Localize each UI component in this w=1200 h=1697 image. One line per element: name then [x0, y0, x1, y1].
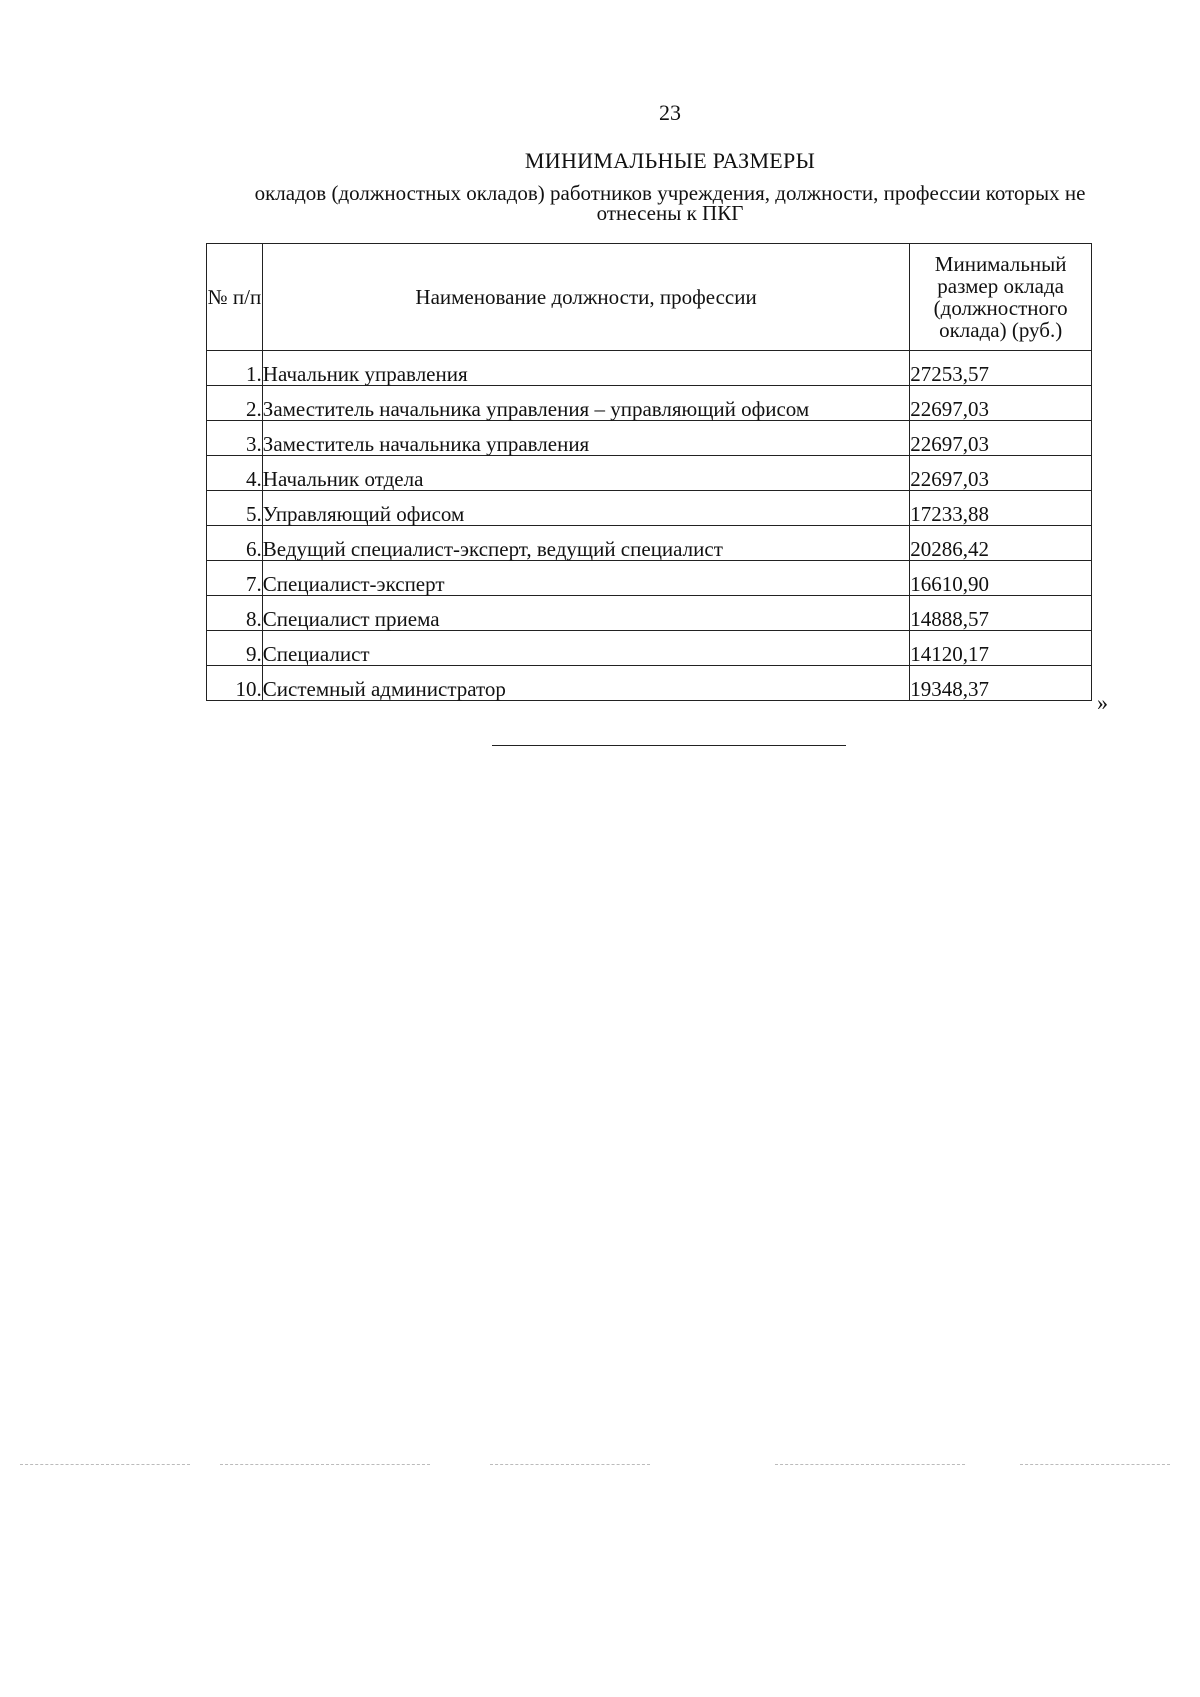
scan-artifact-line — [1020, 1464, 1170, 1465]
header-salary: Минимальный размер оклада (должностного оклада) (руб.) — [910, 244, 1092, 351]
table-row — [207, 561, 1092, 596]
row-position: Специалист-эксперт — [262, 561, 910, 596]
row-number: 2. — [207, 386, 263, 421]
row-number: 6. — [207, 526, 263, 561]
header-position: Наименование должности, профессии — [262, 244, 910, 351]
page-number: 23 — [659, 100, 681, 125]
scan-artifact-line — [775, 1464, 965, 1465]
end-rule — [492, 745, 846, 746]
row-number: 3. — [207, 421, 263, 456]
row-position: Начальник отдела — [262, 456, 910, 491]
row-salary: 14120,17 — [910, 631, 1092, 666]
table-row — [207, 456, 1092, 491]
row-salary: 22697,03 — [910, 456, 1092, 491]
scan-artifact-line — [220, 1464, 430, 1465]
salary-table — [206, 243, 1092, 701]
header-number: № п/п — [207, 244, 263, 351]
table-row — [207, 351, 1092, 386]
row-salary: 19348,37 — [910, 666, 1092, 701]
row-salary: 20286,42 — [910, 526, 1092, 561]
row-number: 9. — [207, 631, 263, 666]
row-position: Ведущий специалист-эксперт, ведущий специалист — [262, 526, 910, 561]
row-number: 7. — [207, 561, 263, 596]
table-row — [207, 526, 1092, 561]
row-salary: 22697,03 — [910, 386, 1092, 421]
row-position: Специалист приема — [262, 596, 910, 631]
row-position: Специалист — [262, 631, 910, 666]
scan-artifact-line — [490, 1464, 650, 1465]
row-position: Заместитель начальника управления – управляющий офисом — [262, 386, 910, 421]
row-number: 5. — [207, 491, 263, 526]
row-position: Управляющий офисом — [262, 491, 910, 526]
row-number: 1. — [207, 351, 263, 386]
row-salary: 17233,88 — [910, 491, 1092, 526]
document-title: МИНИМАЛЬНЫЕ РАЗМЕРЫ — [524, 148, 816, 173]
row-salary: 27253,57 — [910, 351, 1092, 386]
table-row — [207, 631, 1092, 666]
row-position: Начальник управления — [262, 351, 910, 386]
row-position: Заместитель начальника управления — [262, 421, 910, 456]
table-header-row — [207, 244, 1092, 351]
row-number: 4. — [207, 456, 263, 491]
closing-quote-mark: » — [1097, 690, 1108, 715]
row-number: 8. — [207, 596, 263, 631]
table-row — [207, 386, 1092, 421]
scan-artifact-line — [20, 1464, 190, 1465]
row-position: Системный администратор — [262, 666, 910, 701]
table-row — [207, 491, 1092, 526]
row-number: 10. — [207, 666, 263, 701]
table-row — [207, 596, 1092, 631]
table-row — [207, 666, 1092, 701]
table-row — [207, 421, 1092, 456]
document-subtitle: окладов (должностных окладов) работников учреждения, должности, профессии которых не отнесены к ПКГ — [254, 181, 1086, 225]
row-salary: 16610,90 — [910, 561, 1092, 596]
row-salary: 22697,03 — [910, 421, 1092, 456]
row-salary: 14888,57 — [910, 596, 1092, 631]
